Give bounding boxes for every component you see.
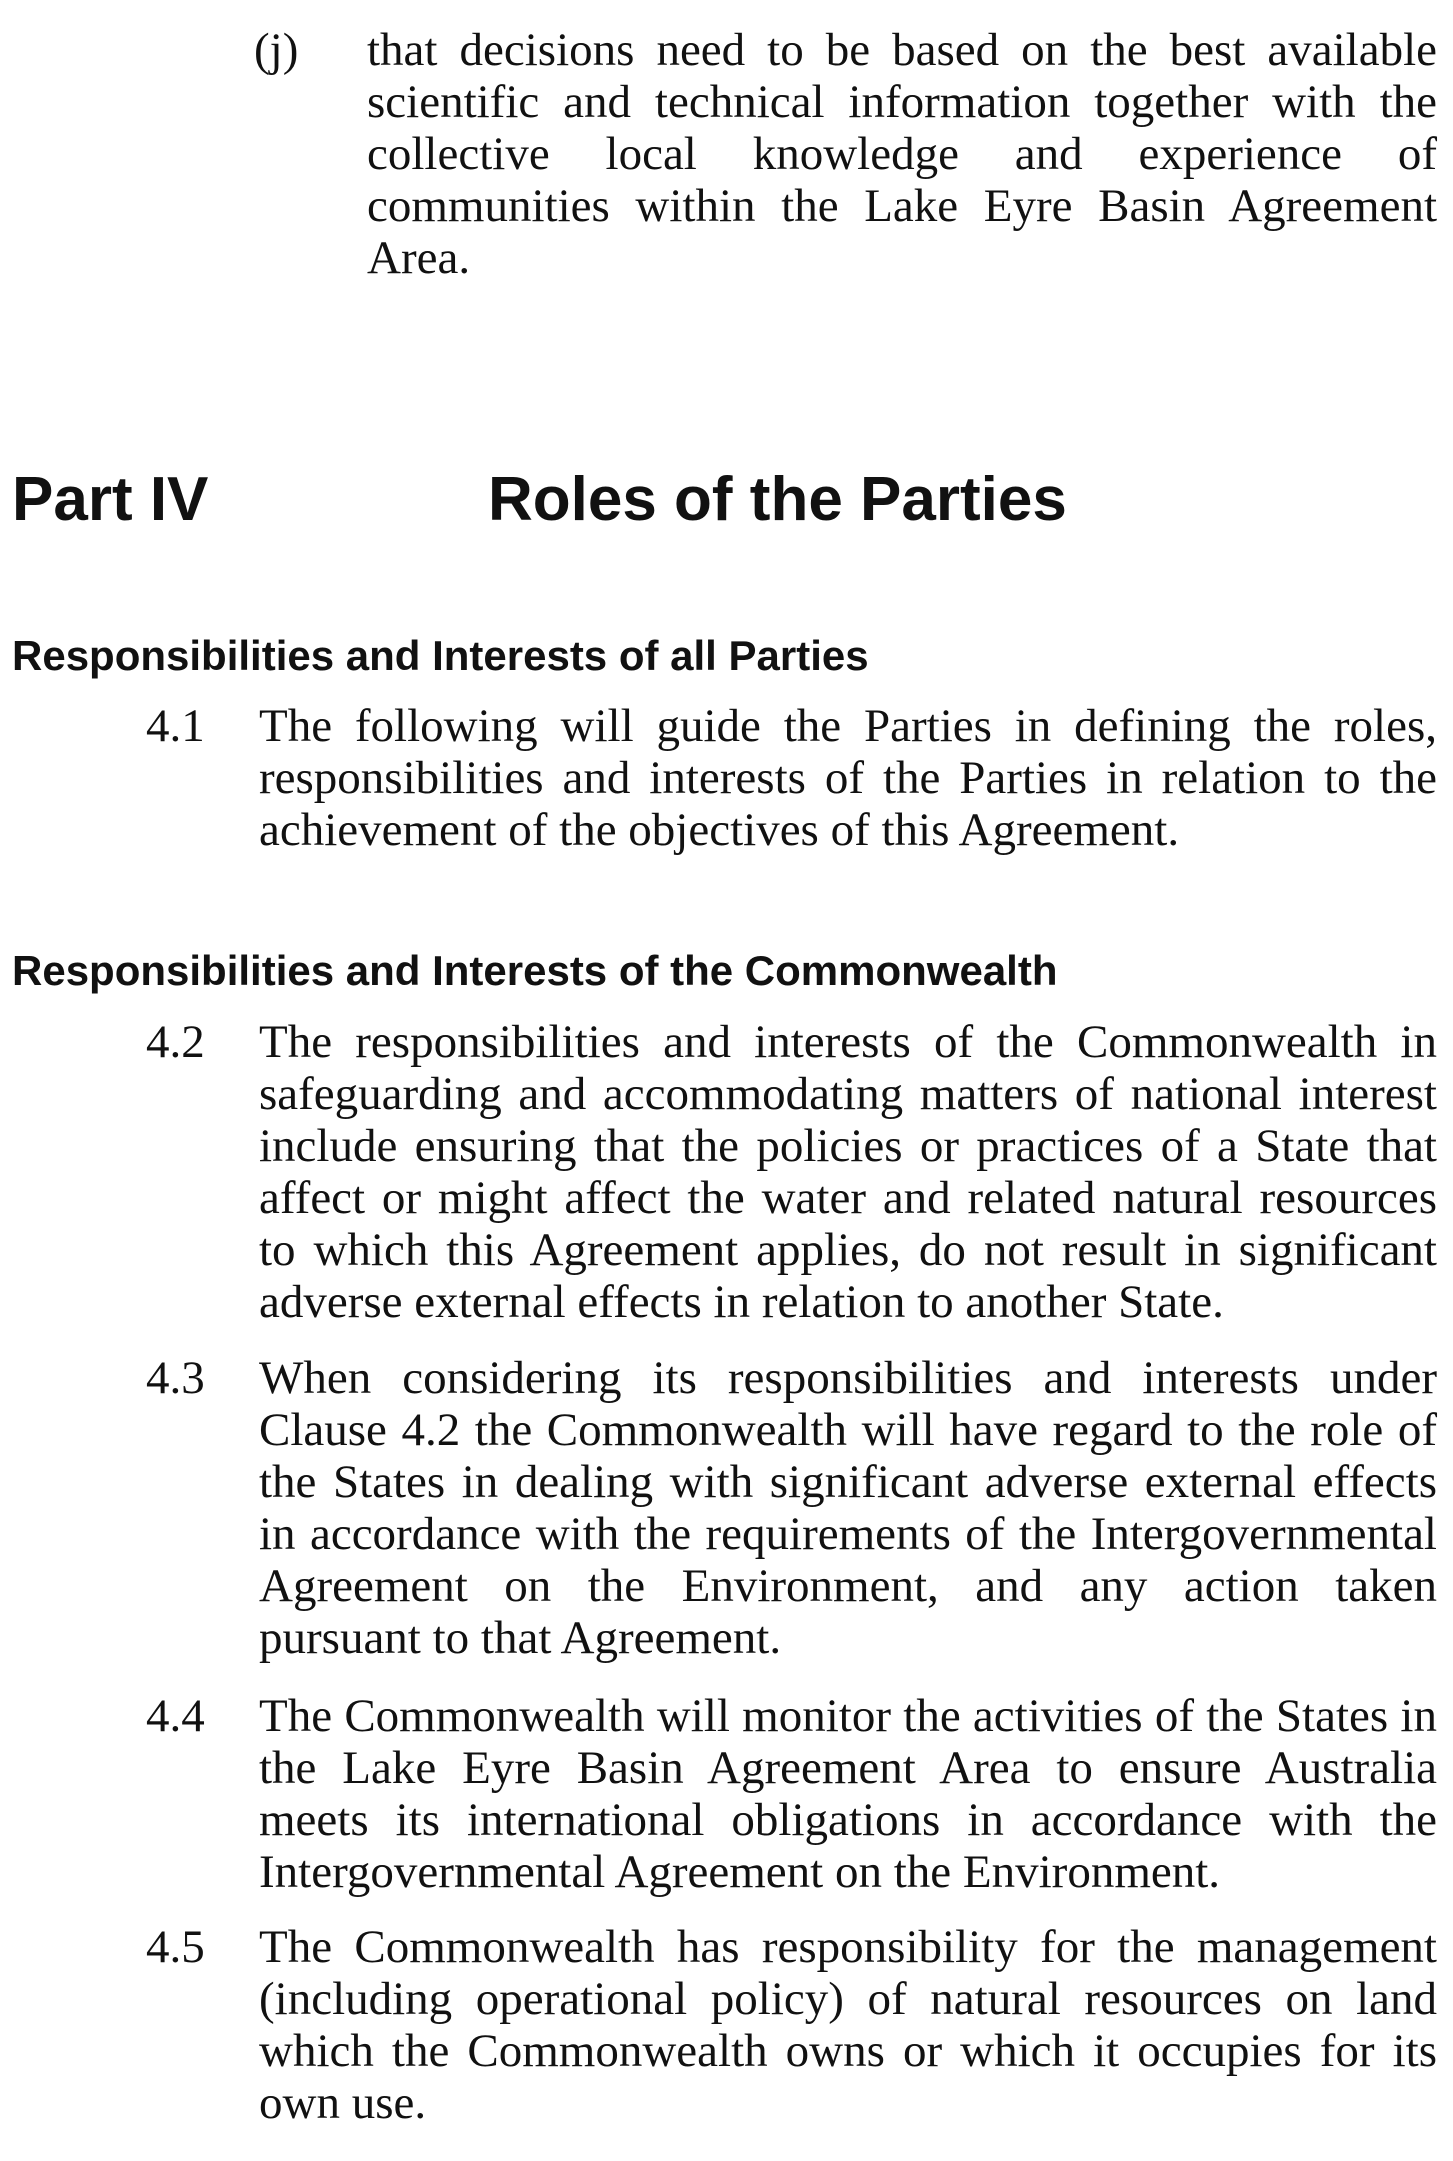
clause-number-4-4: 4.4 bbox=[146, 1690, 205, 1742]
part-label: Part IV bbox=[12, 465, 209, 534]
clause-j-text: that decisions need to be based on the best available scientific and technical information together with the collective local knowledge and experience of communities within the Lake Eyre Basin Agreement Area. bbox=[367, 24, 1437, 284]
clause-text-4-3: When considering its responsibilities and interests under Clause 4.2 the Commonwealth will have regard to the role of the States in dealing with significant adverse external effects in accordance with the requirements of the Intergovernmental Agreement on the Environment, and any action taken pursuant to that Agreement. bbox=[259, 1352, 1437, 1664]
clause-number-4-2: 4.2 bbox=[146, 1016, 205, 1068]
clause-number-4-3: 4.3 bbox=[146, 1352, 205, 1404]
part-title: Roles of the Parties bbox=[488, 465, 1067, 534]
clause-text-4-5: The Commonwealth has responsibility for the management (including operational policy) of natural resources on land which the Commonwealth owns or which it occupies for its own use. bbox=[259, 1921, 1437, 2129]
section-heading-all-parties: Responsibilities and Interests of all Parties bbox=[12, 632, 869, 679]
clause-number-4-1: 4.1 bbox=[146, 700, 205, 752]
clause-j-label: (j) bbox=[254, 24, 299, 76]
section-heading-commonwealth: Responsibilities and Interests of the Commonwealth bbox=[12, 947, 1058, 994]
clause-text-4-4: The Commonwealth will monitor the activities of the States in the Lake Eyre Basin Agreement Area to ensure Australia meets its international obligations in accordance with the Intergovernmental Agreement on the Environment. bbox=[259, 1690, 1437, 1898]
clause-number-4-5: 4.5 bbox=[146, 1921, 205, 1973]
clause-text-4-1: The following will guide the Parties in defining the roles, responsibilities and interests of the Parties in relation to the achievement of the objectives of this Agreement. bbox=[259, 700, 1437, 856]
clause-text-4-2: The responsibilities and interests of the Commonwealth in safeguarding and accommodating matters of national interest include ensuring that the policies or practices of a State that affect or might affect the water and related natural resources to which this Agreement applies, do not result in significant adverse external effects in relation to another State. bbox=[259, 1016, 1437, 1328]
